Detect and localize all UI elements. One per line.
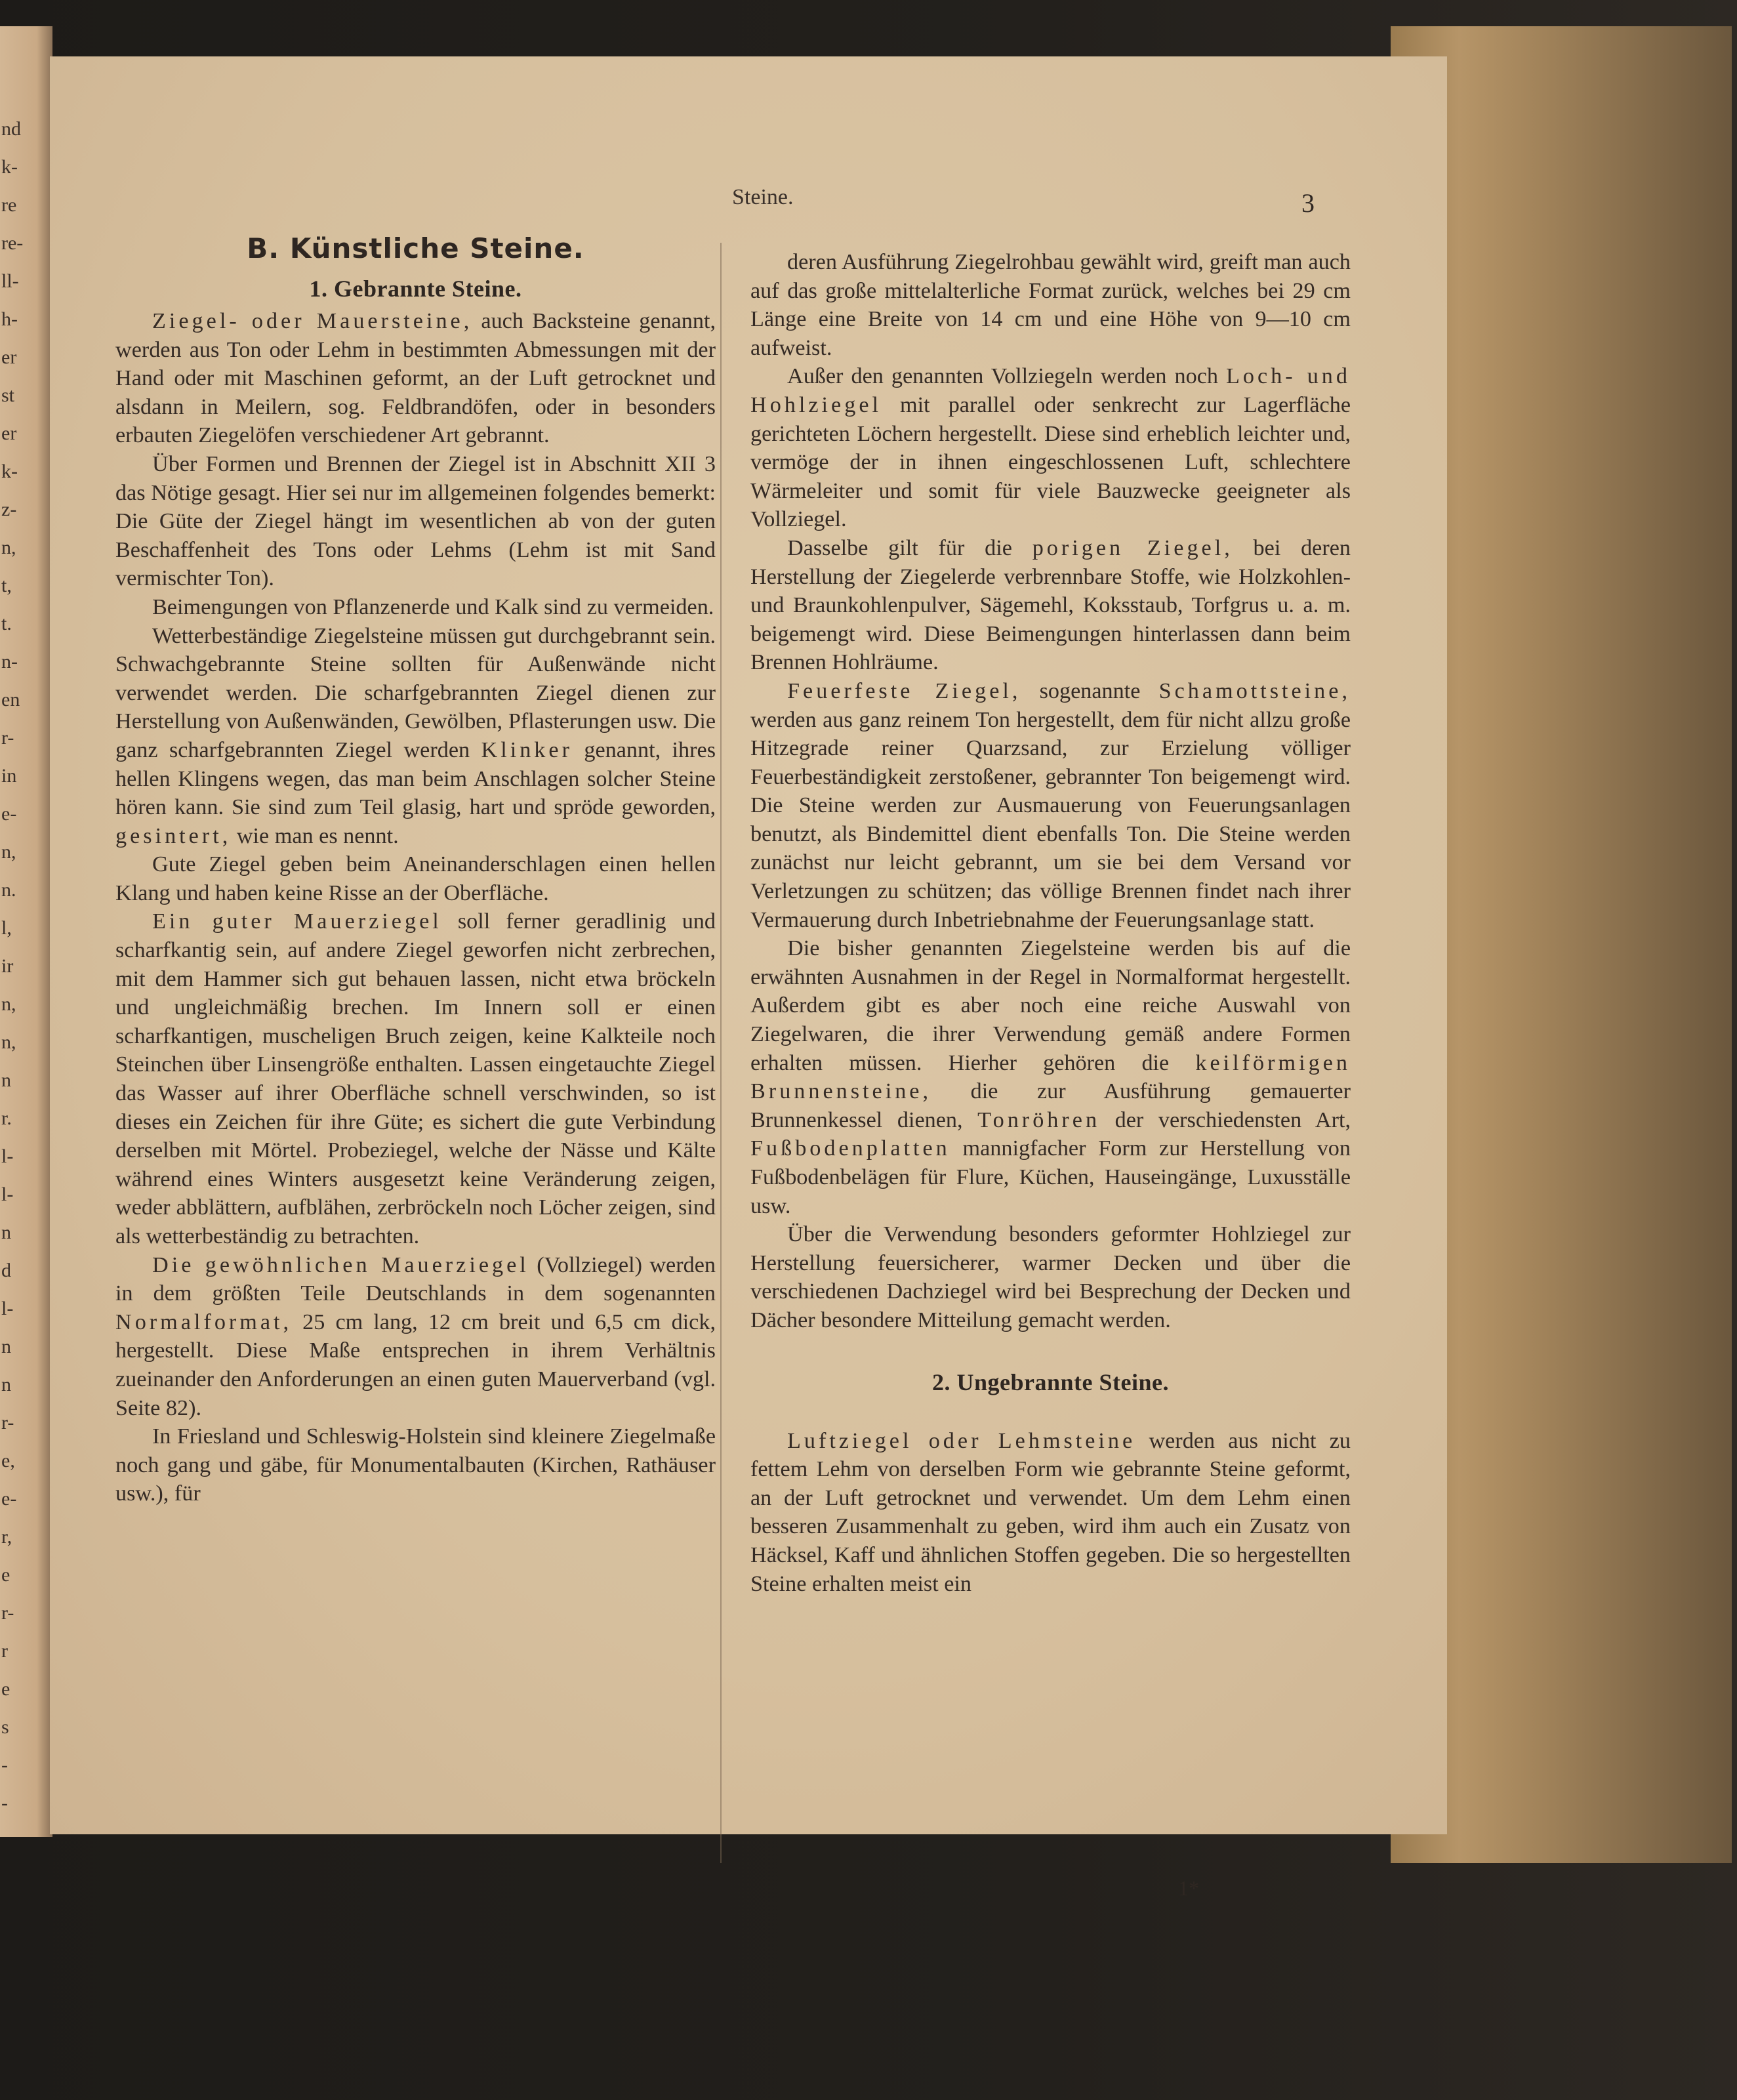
- spaced-term: Fußbodenplatten: [750, 1136, 950, 1161]
- paragraph: [115, 450, 716, 593]
- paragraph: [750, 362, 1351, 534]
- facing-page-fragment: z-: [1, 499, 17, 520]
- facing-page-fragment: n: [1, 1222, 11, 1243]
- paragraph: [750, 248, 1351, 362]
- facing-page-fragment: n: [1, 1374, 11, 1395]
- facing-page-fragment: er: [1, 346, 17, 368]
- text-run: mit parallel oder senkrecht zur Lagerfläche gerichteten Löchern hergestellt. Diese sind erheblich leichter und, vermöge der in ihnen eingeschlossenen Luft, schlechtere Wärmeleiter und somit für viele Bauzwecke geeigneter als Vollziegel.: [750, 392, 1351, 532]
- facing-page-fragment: n.: [1, 879, 16, 901]
- right-paragraphs-top: [750, 248, 1351, 1335]
- spaced-term: Feuerfeste Ziegel,: [787, 678, 1021, 703]
- facing-page-fragment: e-: [1, 1488, 17, 1510]
- paragraph: [115, 850, 716, 907]
- spaced-term: Klinker: [481, 737, 573, 762]
- page-number: 3: [1301, 188, 1315, 218]
- facing-page-fragment: re: [1, 194, 17, 216]
- facing-page-fragment: -: [1, 1792, 8, 1814]
- paragraph: [115, 1422, 716, 1508]
- facing-page-fragment: l-: [1, 1298, 14, 1319]
- page: [50, 56, 1447, 1900]
- facing-page-fragment: r-: [1, 1412, 14, 1433]
- facing-page-fragment: n,: [1, 993, 16, 1015]
- facing-page-fragment: st: [1, 384, 15, 406]
- facing-page-fragment: n,: [1, 841, 16, 863]
- spaced-term: Die gewöhnlichen Mauerziegel: [152, 1252, 529, 1277]
- text-run: Wetterbeständige Ziegelsteine müssen gut durchgebrannt sein. Schwachgebrannte Steine sollten für Außenwände nicht verwendet werden. Die scharfgebrannten Ziegel dienen zur Herstellung von Außenwänden, Gewölben, Pflasterungen usw. Die ganz scharfgebrannten Ziegel werden: [115, 623, 716, 762]
- facing-page-fragment: d: [1, 1260, 11, 1281]
- spaced-term: Luftziegel oder Lehmsteine: [787, 1428, 1136, 1453]
- facing-page-fragment: t.: [1, 613, 12, 634]
- paragraph: [750, 934, 1351, 1220]
- facing-page-fragment: l-: [1, 1145, 14, 1167]
- facing-page-fragment: nd: [1, 118, 21, 140]
- text-run: soll ferner geradlinig und scharfkantig sein, auf andere Ziegel geworfen nicht zerbrechen, mit dem Hammer sich gut behauen lassen, nicht etwa bröckeln und ungleichmäßig brechen. Im Innern soll er einen scharfkantigen, muscheligen Bruch zeigen, keine Kalkteile noch Steinchen über Linsengröße enthalten. Lassen eingetauchte Ziegel das Wasser auf ihrer Oberfläche schnell verschwinden, so ist dieses ein Zeichen für ihre Güte; es sichert die gute Verbindung derselben mit Mörtel. Probeziegel, welche der Nässe und Kälte während eines Winters ausgesetzt keine Veränderung zeigen, weder abblättern, aufblähen, zerbröckeln noch Löcher zeigen, sind als wetterbeständig zu betrachten.: [115, 909, 716, 1248]
- text-run: Die bisher genannten Ziegelsteine werden bis auf die erwähnten Ausnahmen in der Regel in Normalformat hergestellt. Außerdem gibt es aber noch eine reiche Auswahl von Ziegelwaren, die ihrer Verwendung gemäß andere Formen erhalten müssen. Hierher gehören die: [750, 936, 1351, 1075]
- paragraph: [115, 907, 716, 1250]
- subsection-heading-2: 2. Ungebrannte Steine.: [932, 1369, 1169, 1395]
- paragraph: [115, 622, 716, 851]
- text-run: Über Formen und Brennen der Ziegel ist in Abschnitt XII 3 das Nötige gesagt. Hier sei nur im allgemeinen folgendes bemerkt: Die Güte der Ziegel hängt im wesentlichen ab von der guten Beschaffenheit des Tons oder Lehms (Lehm ist mit Sand vermischter Ton).: [115, 451, 716, 591]
- text-run: Gute Ziegel geben beim Aneinanderschlagen einen hellen Klang und haben keine Risse an der Oberfläche.: [115, 852, 716, 905]
- text-run: (Vollziegel) werden in dem größten Teile Deutschlands in dem sogenannten: [115, 1252, 716, 1306]
- text-run: deren Ausführung Ziegelrohbau gewählt wird, greift man auch auf das große mittelalterliche Format zurück, welches bei 29 cm Länge eine Breite von 14 cm und eine Höhe von 9—10 cm aufweist.: [750, 250, 1351, 360]
- facing-page-fragment: t,: [1, 575, 12, 596]
- paragraph: [115, 593, 716, 622]
- text-run: mannigfacher Form zur Herstellung von Fußbodenbelägen für Flure, Küchen, Hauseingänge, Luxusställe usw.: [750, 1136, 1351, 1218]
- facing-page-fragment: k-: [1, 156, 18, 178]
- facing-page-fragment: n: [1, 1336, 11, 1357]
- text-run: genannt, ihres hellen Klingens wegen, das man beim Anschlagen solcher Steine hören kann. Sie sind zum Teil glasig, hart und spröde geworden,: [115, 737, 716, 820]
- facing-page-fragment: n-: [1, 651, 18, 672]
- running-head: Steine.: [732, 185, 794, 209]
- text-run: 25 cm lang, 12 cm breit und 6,5 cm dick, hergestellt. Diese Maße entsprechen in ihrem Verhältnis zueinander den Anforderungen an einen guten Mauerverband (vgl. Seite 82).: [115, 1309, 716, 1420]
- text-run: sogenannte: [1021, 678, 1159, 703]
- text-run: werden aus ganz reinem Ton hergestellt, dem für nicht allzu große Hitzegrade reiner Quarzsand, zur Erzielung völliger Feuerbeständigkeit zerstoßener, gebrannter Ton beigemengt wird. Die Steine werden zur Ausmauerung von Feuerungsanlagen benutzt, als Bindemittel dient ebenfalls Ton. Die Steine werden zunächst nur leicht gebrannt, um sie bei dem Versand vor Verletzungen zu schützen; das völlige Brennen findet nach ihrer Vermauerung durch Inbetriebnahme der Feuerungsanlage statt.: [750, 707, 1351, 932]
- facing-page-fragment: n,: [1, 537, 16, 558]
- paragraph: [750, 1220, 1351, 1334]
- spaced-term: gesintert,: [115, 823, 232, 848]
- text-run: Dasselbe gilt für die: [787, 535, 1032, 560]
- spaced-term: keilförmigen Brunnensteine,: [750, 1050, 1351, 1104]
- text-run: der verschiedensten Art,: [1100, 1107, 1351, 1132]
- spaced-term: Schamottsteine,: [1158, 678, 1351, 703]
- paragraph: [750, 1427, 1351, 1599]
- facing-page-fragment: -: [1, 1754, 8, 1776]
- subsection-heading: 1. Gebrannte Steine.: [309, 276, 522, 302]
- text-run: wie man es nennt.: [231, 823, 399, 848]
- spaced-term: Ein guter Mauerziegel: [152, 909, 442, 934]
- spaced-term: Ziegel- oder Mauersteine,: [152, 309, 473, 333]
- facing-page-fragment: r: [1, 1640, 8, 1662]
- facing-page-fragment: e: [1, 1678, 10, 1700]
- facing-page-fragment: l-: [1, 1184, 14, 1205]
- right-paragraphs-bottom: [750, 1427, 1351, 1599]
- facing-page-fragment: ll-: [1, 270, 19, 292]
- spaced-term: Loch- und Hohlziegel: [750, 364, 1351, 417]
- paragraph: [750, 677, 1351, 934]
- column-rule: [720, 243, 722, 1863]
- left-page-edge: [0, 26, 52, 1837]
- right-column: [750, 248, 1351, 1598]
- facing-page-fragment: r-: [1, 727, 14, 749]
- facing-page-fragment: e,: [1, 1450, 15, 1472]
- text-run: Beimengungen von Pflanzenerde und Kalk sind zu vermeiden.: [152, 594, 714, 619]
- facing-page-fragment: l,: [1, 917, 12, 939]
- facing-page-fragment: r-: [1, 1602, 14, 1624]
- text-run: In Friesland und Schleswig-Holstein sind kleinere Ziegelmaße noch gang und gäbe, für Monumentalbauten (Kirchen, Rathäuser usw.), für: [115, 1424, 716, 1506]
- text-run: Außer den genannten Vollziegeln werden noch: [787, 364, 1227, 389]
- left-column: [115, 227, 716, 1508]
- facing-page-fragment: ir: [1, 955, 14, 977]
- facing-page-fragment: e-: [1, 803, 17, 825]
- facing-page-fragment: h-: [1, 308, 18, 330]
- facing-page-fragment: n: [1, 1069, 11, 1091]
- facing-page-fragment: re-: [1, 232, 24, 254]
- section-heading: B. Künstliche Steine.: [247, 232, 584, 264]
- text-run: Über die Verwendung besonders geformter Hohlziegel zur Herstellung feuersicherer, warmer Decken und über die verschiedenen Dachziegel wird bei Besprechung der Decken und Dächer besondere Mitteilung gemacht werden.: [750, 1222, 1351, 1332]
- spaced-term: Tonröhren: [977, 1107, 1101, 1132]
- facing-page-fragment: in: [1, 765, 17, 787]
- text-run: auch Backsteine genannt, werden aus Ton oder Lehm in bestimmten Abmessungen mit der Hand oder mit Maschinen geformt, an der Luft getrocknet und alsdann in Meilern, sog. Feldbrandöfen, oder in besonders erbauten Ziegelöfen verschiedener Art gebrannt.: [115, 309, 716, 448]
- facing-page-fragment: r,: [1, 1526, 12, 1548]
- spaced-term: Normalformat,: [115, 1309, 293, 1334]
- left-paragraphs: [115, 307, 716, 1508]
- facing-page-fragment: s: [1, 1716, 9, 1738]
- spaced-term: porigen Ziegel,: [1032, 535, 1233, 560]
- facing-page-fragment: k-: [1, 461, 18, 482]
- facing-page-fragment: r.: [1, 1107, 12, 1129]
- facing-page-fragment: er: [1, 422, 17, 444]
- paragraph: [750, 534, 1351, 677]
- text-run: bei deren Herstellung der Ziegelerde verbrennbare Stoffe, wie Holzkohlen- und Braunkohlenpulver, Sägemehl, Koksstaub, Torfgrus u. a. m. beigemengt wird. Diese Beimengungen hinterlassen dann beim Brennen Hohlräume.: [750, 535, 1351, 675]
- paragraph: [115, 1251, 716, 1423]
- facing-page-fragment: n,: [1, 1031, 16, 1053]
- paragraph: [115, 307, 716, 450]
- signature-mark: 1*: [1178, 1876, 1199, 1900]
- facing-page-fragment: en: [1, 689, 20, 710]
- text-run: werden aus nicht zu fettem Lehm von derselben Form wie gebrannte Steine geformt, an der Luft getrocknet und verwendet. Um dem Lehm einen besseren Zusammenhalt zu geben, wird ihm auch ein Zusatz von Häcksel, Kaff und ähnlichen Stoffen gegeben. Die so hergestellten Steine erhalten meist ein: [750, 1428, 1351, 1596]
- text-run: die zur Ausführung gemauerter Brunnenkessel dienen,: [750, 1079, 1351, 1132]
- facing-page-fragment: e: [1, 1564, 10, 1586]
